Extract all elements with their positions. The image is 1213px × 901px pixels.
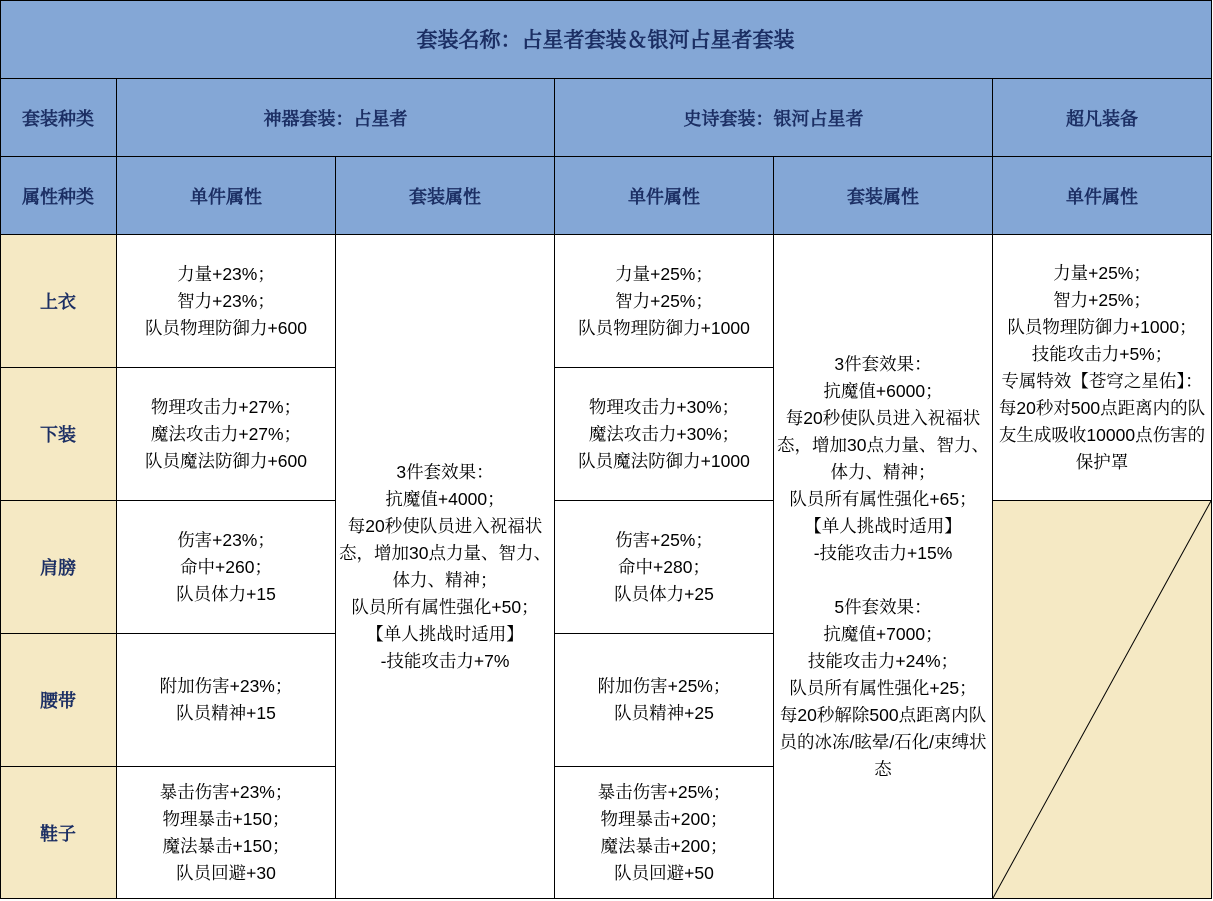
epic-set-header: 史诗套装：银河占星者 xyxy=(555,79,993,157)
artifact-single-cell: 附加伤害+23%； 队员精神+15 xyxy=(117,634,336,767)
epic-single-cell: 暴击伤害+25%； 物理暴击+200； 魔法暴击+200； 队员回避+50 xyxy=(555,767,774,899)
slot-label: 腰带 xyxy=(0,634,117,767)
epic-single-cell: 力量+25%； 智力+25%； 队员物理防御力+1000 xyxy=(555,235,774,368)
epic-set-attr-header: 套装属性 xyxy=(774,157,993,235)
artifact-single-attr-header: 单件属性 xyxy=(117,157,336,235)
epic-single-cell: 物理攻击力+30%； 魔法攻击力+30%； 队员魔法防御力+1000 xyxy=(555,368,774,501)
slot-label: 下装 xyxy=(0,368,117,501)
epic-single-cell: 附加伤害+25%； 队员精神+25 xyxy=(555,634,774,767)
slot-label: 上衣 xyxy=(0,235,117,368)
artifact-single-cell: 力量+23%； 智力+23%； 队员物理防御力+600 xyxy=(117,235,336,368)
slot-label: 鞋子 xyxy=(0,767,117,899)
artifact-set-attr-header: 套装属性 xyxy=(336,157,555,235)
slot-label: 肩膀 xyxy=(0,501,117,634)
attr-type-label: 属性种类 xyxy=(0,157,117,235)
transcendent-single-attr-header: 单件属性 xyxy=(993,157,1212,235)
epic-set-effect: 3件套效果： 抗魔值+6000； 每20秒使队员进入祝福状态，增加30点力量、智力、体力、精神； 队员所有属性强化+65； 【单人挑战时适用】 -技能攻击力+15% 5件套效果： 抗魔值+7000； 技能攻击力+24%； 队员所有属性强化+25； 每20秒解除500点距离内队员的冰冻/眩晕/石化/束缚状态 xyxy=(774,235,993,899)
artifact-set-header: 神器套装：占星者 xyxy=(117,79,555,157)
artifact-single-cell: 物理攻击力+27%； 魔法攻击力+27%； 队员魔法防御力+600 xyxy=(117,368,336,501)
epic-single-cell: 伤害+25%； 命中+280； 队员体力+25 xyxy=(555,501,774,634)
table-title: 套装名称：占星者套装＆银河占星者套装 xyxy=(0,0,1212,79)
artifact-single-cell: 伤害+23%； 命中+260； 队员体力+15 xyxy=(117,501,336,634)
artifact-set-effect: 3件套效果： 抗魔值+4000； 每20秒使队员进入祝福状态，增加30点力量、智力、体力、精神； 队员所有属性强化+50； 【单人挑战时适用】 -技能攻击力+7% xyxy=(336,235,555,899)
transcendent-single-cell: 力量+25%； 智力+25%； 队员物理防御力+1000； 技能攻击力+5%； 专属特效【苍穹之星佑】：每20秒对500点距离内的队友生成吸收10000点伤害的保护罩 xyxy=(993,235,1212,501)
transcendent-header: 超凡装备 xyxy=(993,79,1212,157)
diagonal-line xyxy=(993,501,1211,898)
artifact-single-cell: 暴击伤害+23%； 物理暴击+150； 魔法暴击+150； 队员回避+30 xyxy=(117,767,336,899)
set-type-label: 套装种类 xyxy=(0,79,117,157)
epic-single-attr-header: 单件属性 xyxy=(555,157,774,235)
empty-diagonal-cell xyxy=(993,501,1212,899)
